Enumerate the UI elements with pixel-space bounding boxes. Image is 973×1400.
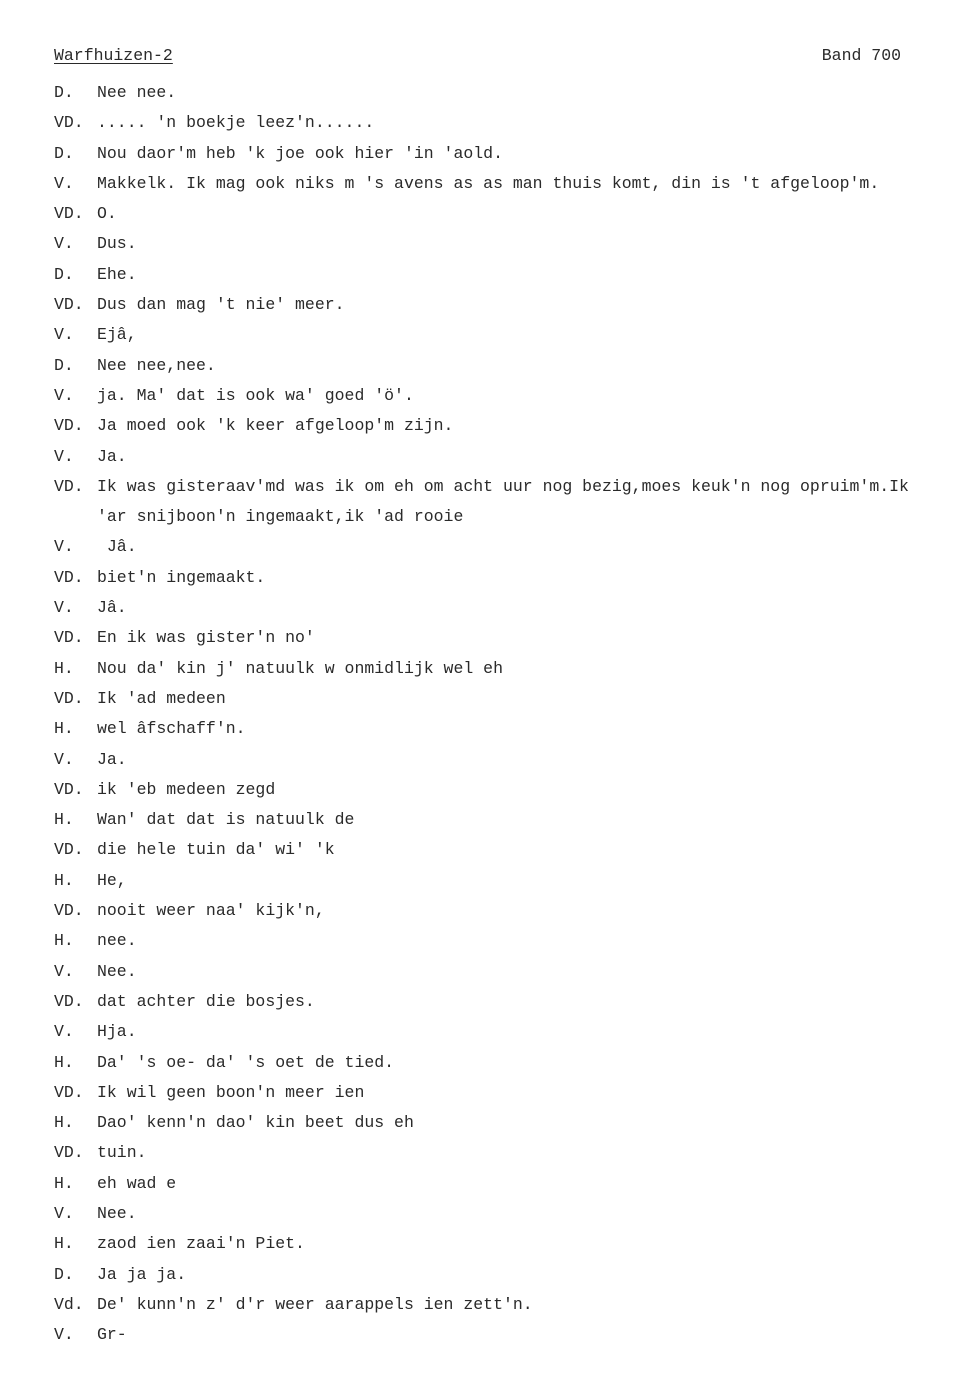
utterance-text: En ik was gister'n no' — [97, 628, 315, 648]
speaker-label: VD. — [54, 416, 84, 436]
utterance-text: Ik wil geen boon'n meer ien — [97, 1082, 365, 1102]
transcript-line — [54, 78, 966, 108]
transcript-line — [54, 1320, 966, 1350]
utterance-text: 'ar snijboon'n ingemaakt,ik 'ad rooie — [97, 507, 464, 527]
speaker-label: D. — [54, 83, 74, 102]
speaker-label: V. — [54, 537, 74, 557]
transcript-line — [54, 654, 966, 684]
transcript-line — [54, 866, 966, 896]
speaker-label: VD. — [54, 476, 84, 496]
speaker-label: V. — [54, 325, 74, 345]
utterance-text: Wan' dat dat is natuulk de — [97, 810, 355, 830]
utterance-text: Nee nee,nee. — [97, 355, 216, 375]
speaker-label: H. — [54, 810, 74, 830]
speaker-label: VD. — [54, 1082, 84, 1102]
transcript-line — [54, 1199, 966, 1229]
utterance-text: nee. — [97, 931, 137, 951]
transcript-line — [54, 805, 966, 835]
speaker-label: Vd. — [54, 1294, 84, 1314]
speaker-label: VD. — [54, 688, 84, 708]
transcript-line — [54, 563, 966, 593]
speaker-label: H. — [54, 931, 74, 951]
utterance-text: biet'n ingemaakt. — [97, 567, 266, 587]
speaker-label: V. — [54, 749, 74, 769]
transcript-line — [54, 926, 966, 956]
utterance-text: Dus. — [97, 234, 137, 254]
transcript-line — [54, 835, 966, 865]
transcript-line — [54, 411, 966, 441]
transcript-line — [54, 987, 966, 1017]
utterance-text: Makkelk. Ik mag ook niks m 's avens as as man thuis komt, din is 't afgeloop'm. — [97, 173, 880, 193]
transcript-line — [54, 623, 966, 653]
transcript-line — [54, 957, 966, 987]
speaker-label: D. — [54, 264, 74, 284]
speaker-label: H. — [54, 870, 74, 890]
utterance-text: ja. Ma' dat is ook wa' goed 'ö'. — [97, 385, 414, 405]
speaker-label: VD. — [54, 567, 84, 587]
utterance-text: Gr- — [97, 1325, 127, 1345]
band-label: Band 700 — [821, 46, 901, 65]
speaker-label: V. — [54, 961, 74, 981]
transcript-line — [54, 381, 966, 411]
speaker-label: D. — [54, 1264, 74, 1284]
transcript-line — [54, 1078, 966, 1108]
utterance-text: Dao' kenn'n dao' kin beet dus eh — [97, 1113, 414, 1133]
transcript-line — [54, 472, 966, 502]
speaker-label: V. — [54, 385, 74, 405]
utterance-text: eh wad e — [97, 1173, 177, 1193]
speaker-label: D. — [54, 355, 74, 375]
utterance-text: Ik was gisteraav'md was ik om eh om acht uur nog bezig,moes keuk'n nog opruim'm.Ik — [97, 476, 909, 496]
speaker-label: V. — [54, 1325, 74, 1345]
utterance-text: Jâ. — [97, 598, 127, 618]
transcript-line — [54, 684, 966, 714]
utterance-text: Dus dan mag 't nie' meer. — [97, 295, 345, 315]
transcript-line — [54, 714, 966, 744]
utterance-text: die hele tuin da' wi' 'k — [97, 840, 335, 860]
speaker-label: VD. — [54, 204, 84, 224]
transcript-line — [54, 1169, 966, 1199]
transcript-line — [54, 108, 966, 138]
speaker-label: VD. — [54, 991, 84, 1011]
utterance-text: Jâ. — [97, 537, 137, 557]
speaker-label: VD. — [54, 901, 84, 921]
utterance-text: Ja. — [97, 446, 127, 466]
transcript-line — [54, 896, 966, 926]
utterance-text: Nee. — [97, 961, 137, 981]
transcript-line — [54, 320, 966, 350]
transcript-line — [54, 290, 966, 320]
transcript-line — [54, 169, 966, 199]
speaker-label: D. — [54, 143, 74, 163]
page-header — [54, 46, 901, 72]
utterance-text: Ja. — [97, 749, 127, 769]
transcript-line — [54, 260, 966, 290]
speaker-label: V. — [54, 1022, 74, 1042]
utterance-text: Ja moed ook 'k keer afgeloop'm zijn. — [97, 416, 454, 436]
transcript-line — [54, 502, 966, 532]
document-title: Warfhuizen-2 — [54, 46, 173, 65]
speaker-label: V. — [54, 446, 74, 466]
speaker-label: V. — [54, 234, 74, 254]
speaker-label: H. — [54, 1113, 74, 1133]
utterance-text: ik 'eb medeen zegd — [97, 779, 276, 799]
transcript-line — [54, 199, 966, 229]
utterance-text: ..... 'n boekje leez'n...... — [97, 113, 375, 133]
speaker-label: VD. — [54, 113, 84, 133]
utterance-text: tuin. — [97, 1143, 147, 1163]
utterance-text: Hja. — [97, 1022, 137, 1042]
utterance-text: He, — [97, 870, 127, 890]
transcript-line — [54, 351, 966, 381]
utterance-text: De' kunn'n z' d'r weer aarappels ien zett'n. — [97, 1294, 533, 1314]
utterance-text: Ehe. — [97, 264, 137, 284]
speaker-label: VD. — [54, 779, 84, 799]
utterance-text: Nee. — [97, 1203, 137, 1223]
utterance-text: Ejâ, — [97, 325, 137, 345]
speaker-label: H. — [54, 1173, 74, 1193]
speaker-label: H. — [54, 658, 74, 678]
utterance-text: Da' 's oe- da' 's oet de tied. — [97, 1052, 395, 1072]
transcript-line — [54, 229, 966, 259]
speaker-label: VD. — [54, 1143, 84, 1163]
transcript-line — [54, 532, 966, 562]
speaker-label: H. — [54, 719, 74, 739]
transcript-line — [54, 1108, 966, 1138]
transcript-line — [54, 593, 966, 623]
utterance-text: Ja ja ja. — [97, 1264, 187, 1284]
speaker-label: V. — [54, 173, 74, 193]
utterance-text: O. — [97, 204, 117, 224]
utterance-text: Ik 'ad medeen — [97, 688, 226, 708]
transcript-line — [54, 1138, 966, 1168]
transcript-line — [54, 1260, 966, 1290]
transcript-line — [54, 139, 966, 169]
speaker-label: VD. — [54, 295, 84, 315]
transcript — [54, 78, 966, 1350]
speaker-label: VD. — [54, 628, 84, 648]
speaker-label: V. — [54, 1203, 74, 1223]
transcript-line — [54, 1290, 966, 1320]
utterance-text: dat achter die bosjes. — [97, 991, 315, 1011]
transcript-line — [54, 1048, 966, 1078]
utterance-text: Nee nee. — [97, 83, 177, 102]
speaker-label: V. — [54, 598, 74, 618]
transcript-line — [54, 775, 966, 805]
utterance-text: zaod ien zaai'n Piet. — [97, 1234, 305, 1254]
utterance-text: wel âfschaff'n. — [97, 719, 246, 739]
speaker-label: H. — [54, 1234, 74, 1254]
transcript-line — [54, 442, 966, 472]
transcript-line — [54, 1017, 966, 1047]
utterance-text: Nou daor'm heb 'k joe ook hier 'in 'aold. — [97, 143, 503, 163]
utterance-text: Nou da' kin j' natuulk w onmidlijk wel eh — [97, 658, 503, 678]
utterance-text: nooit weer naa' kijk'n, — [97, 901, 325, 921]
transcript-line — [54, 745, 966, 775]
speaker-label: H. — [54, 1052, 74, 1072]
transcript-line — [54, 1229, 966, 1259]
speaker-label: VD. — [54, 840, 84, 860]
